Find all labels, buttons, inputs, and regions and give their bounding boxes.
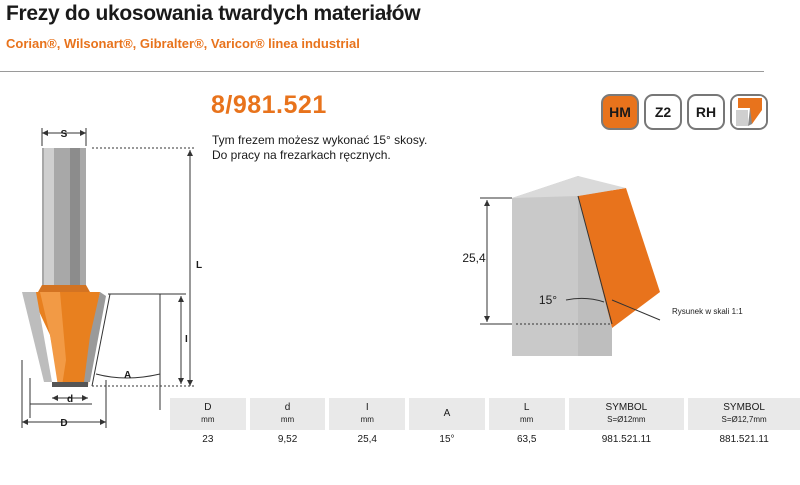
spec-cell: 23 [170, 430, 248, 449]
spec-header: SYMBOL S=Ø12,7mm [686, 398, 800, 430]
dim-label-a: A [124, 370, 132, 381]
dim-label-i: I [185, 334, 188, 345]
spec-header: I mm [327, 398, 407, 430]
badge-rh: RH [687, 94, 725, 130]
spec-cell: 15° [407, 430, 487, 449]
scale-note: Rysunek w skali 1:1 [672, 307, 743, 316]
badge-z2: Z2 [644, 94, 682, 130]
spec-cell: 9,52 [248, 430, 328, 449]
spec-header: SYMBOL S=Ø12mm [567, 398, 687, 430]
badge-hm: HM [601, 94, 639, 130]
description-line-1: Tym frezem możesz wykonać 15° skosy. [212, 133, 428, 147]
page-subtitle: Corian®, Wilsonart®, Gibralter®, Varicor® linea industrial [6, 36, 360, 51]
spec-cell: 881.521.11 [719, 434, 769, 445]
spec-header: A [407, 398, 487, 430]
spec-table [170, 398, 800, 449]
spec-header: D mm [170, 398, 248, 430]
page-title: Frezy do ukosowania twardych materiałów [6, 2, 421, 25]
spec-cell: 25,4 [327, 430, 407, 449]
spec-header: L mm [487, 398, 567, 430]
dim-label-d-small: d [66, 394, 74, 405]
profile-angle-label: 15° [538, 293, 558, 307]
workpiece-block [512, 176, 578, 356]
spec-row [170, 430, 800, 449]
description-line-2: Do pracy na frezarkach ręcznych. [212, 148, 391, 162]
product-code: 8/981.521 [211, 91, 327, 119]
spec-header-row [170, 398, 800, 430]
dim-label-l: L [196, 260, 203, 271]
dim-label-d-big: D [60, 418, 68, 429]
profile-height-label: 25,4 [462, 251, 486, 265]
spec-cell: 63,5 [487, 430, 567, 449]
spec-cell: 981.521.11 [567, 430, 687, 449]
spec-header: d mm [248, 398, 328, 430]
dim-label-s: S [60, 129, 68, 140]
